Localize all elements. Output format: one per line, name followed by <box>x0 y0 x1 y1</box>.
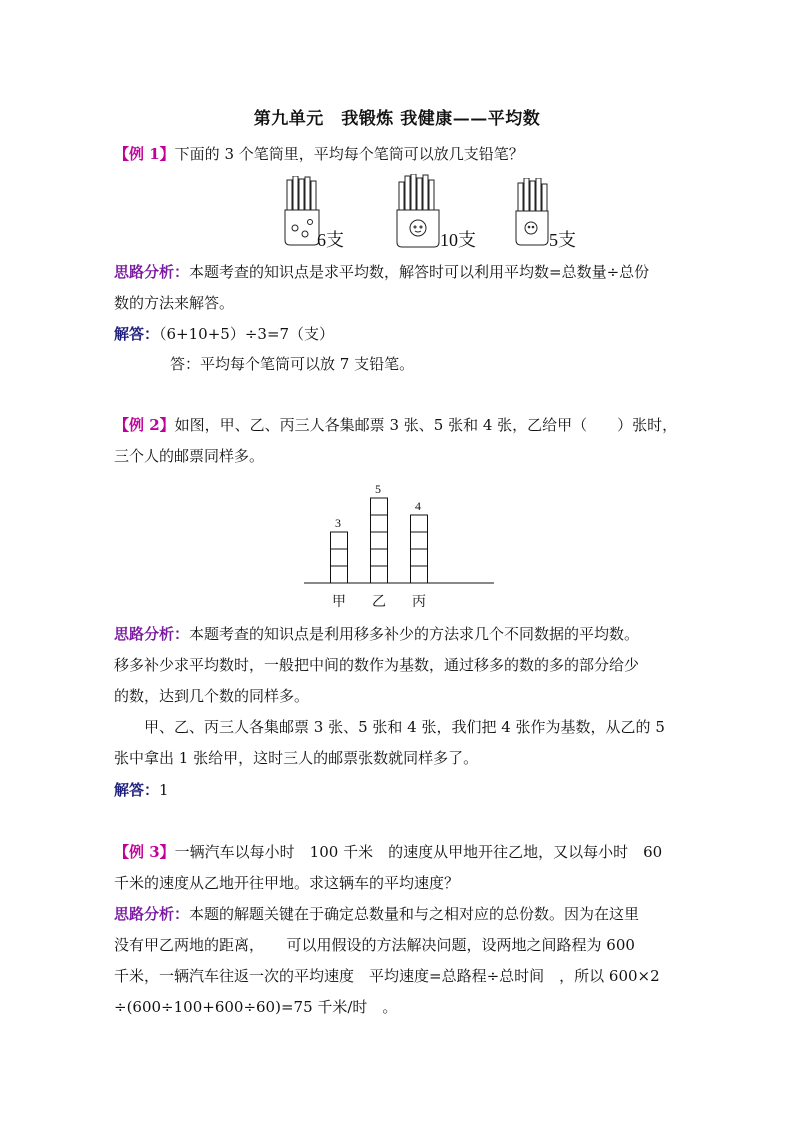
ex2-analysis-line-4: 甲、乙、丙三人各集邮票 3 张、5 张和 4 张，我们把 4 张作为基数，从乙的 5 <box>114 718 665 736</box>
stamp-square-乙-2 <box>371 549 388 566</box>
bar-data-label: 5 <box>375 482 381 496</box>
ex1-analysis-text-1: 本题考查的知识点是求平均数，解答时可以利用平均数=总数量÷总份 <box>189 263 650 281</box>
pencil-cup-icon <box>514 178 550 246</box>
ex2-analysis-label: 思路分析： <box>114 625 190 643</box>
ex2-answer-label: 解答： <box>114 781 160 799</box>
ex2-analysis-line-5: 张中拿出 1 张给甲，这时三人的邮票张数就同样多了。 <box>114 749 479 767</box>
ex3-question-text-1: 一辆汽车以每小时 100 千米 的速度从甲地开往乙地，又以每小时 60 <box>174 843 663 861</box>
stamp-square-乙-4 <box>371 515 388 532</box>
ex1-tag: 【例 1】 <box>114 145 175 163</box>
ex3-analysis-text-1: 本题的解题关键在于确定总数量和与之相对应的总份数。因为在这里 <box>189 905 640 923</box>
ex3-analysis-label: 思路分析： <box>114 905 190 923</box>
ex3-question-line-2: 千米的速度从乙地开往甲地。求这辆车的平均速度？ <box>114 874 460 892</box>
stamp-square-乙-1 <box>371 566 388 583</box>
ex3-analysis-line-2: 没有甲乙两地的距离， 可以用假设的方法解决问题，设两地之间路程为 600 <box>114 936 635 954</box>
ex2-answer-text: 1 <box>159 781 169 799</box>
ex1-answer-label: 解答： <box>114 325 160 343</box>
cup-2-count: 10支 <box>440 230 476 250</box>
pencil-cup-icon <box>396 174 440 248</box>
cup-1-count: 6支 <box>317 230 344 250</box>
ex3-question-line-1 <box>114 842 662 862</box>
stamp-square-甲-1 <box>331 566 348 583</box>
ex3-analysis-line-3: 千米，一辆汽车往返一次的平均速度 平均速度=总路程÷总时间 ，所以 600×2 <box>114 967 660 985</box>
stamp-square-丙-4 <box>411 515 428 532</box>
stamp-square-丙-3 <box>411 532 428 549</box>
bar-data-label: 4 <box>415 499 421 513</box>
ex1-analysis-line-2: 数的方法来解答。 <box>114 294 235 312</box>
stamp-square-乙-5 <box>371 498 388 515</box>
pencil-cup-2 <box>396 174 440 252</box>
category-label: 甲 <box>332 594 346 610</box>
ex1-analysis-label: 思路分析： <box>114 263 190 281</box>
ex1-answer-text: （6+10+5）÷3=7（支） <box>159 325 335 343</box>
ex2-question-line-2: 三个人的邮票同样多。 <box>114 447 265 465</box>
cup-3-count: 5支 <box>549 230 576 250</box>
ex2-analysis-text-1: 本题考查的知识点是利用移多补少的方法求几个不同数据的平均数。 <box>189 625 640 643</box>
stamp-stack-chart <box>300 476 496 612</box>
ex2-question-text-1: 如图，甲、乙、丙三人各集邮票 3 张、5 张和 4 张，乙给甲（ ）张时， <box>174 416 678 434</box>
ex1-answer-line <box>114 324 334 344</box>
ex1-question-line <box>114 144 524 164</box>
ex1-analysis-line-1 <box>114 262 649 282</box>
chart-svg <box>300 476 496 586</box>
bar-data-label: 3 <box>335 516 341 530</box>
stamp-square-甲-3 <box>331 532 348 549</box>
page-title: 第九单元 我锻炼 我健康——平均数 <box>253 109 541 129</box>
ex3-analysis-line-4: ÷(600÷100+600÷60)=75 千米/时 。 <box>114 998 398 1016</box>
category-label: 丙 <box>412 594 426 610</box>
ex2-answer-line <box>114 780 169 800</box>
ex1-answer-line-2: 答：平均每个笔筒可以放 7 支铅笔。 <box>170 355 415 373</box>
pencil-cup-icon <box>283 176 321 246</box>
ex2-question-line-1 <box>114 415 677 435</box>
ex1-question: 下面的 3 个笔筒里，平均每个笔筒可以放几支铅笔？ <box>174 145 524 163</box>
ex2-analysis-line-2: 移多补少求平均数时，一般把中间的数作为基数，通过移多的数的多的部分给少 <box>114 656 640 674</box>
ex2-tag: 【例 2】 <box>114 416 175 434</box>
category-label: 乙 <box>372 594 386 610</box>
ex2-analysis-line-1 <box>114 624 639 644</box>
ex3-analysis-line-1 <box>114 904 639 924</box>
pencil-cup-1 <box>283 176 321 250</box>
stamp-square-乙-3 <box>371 532 388 549</box>
stamp-square-丙-1 <box>411 566 428 583</box>
ex2-analysis-line-3: 的数，达到几个数的同样多。 <box>114 687 310 705</box>
ex3-tag: 【例 3】 <box>114 843 175 861</box>
pencil-cup-3 <box>514 178 550 250</box>
stamp-square-甲-2 <box>331 549 348 566</box>
stamp-square-丙-2 <box>411 549 428 566</box>
